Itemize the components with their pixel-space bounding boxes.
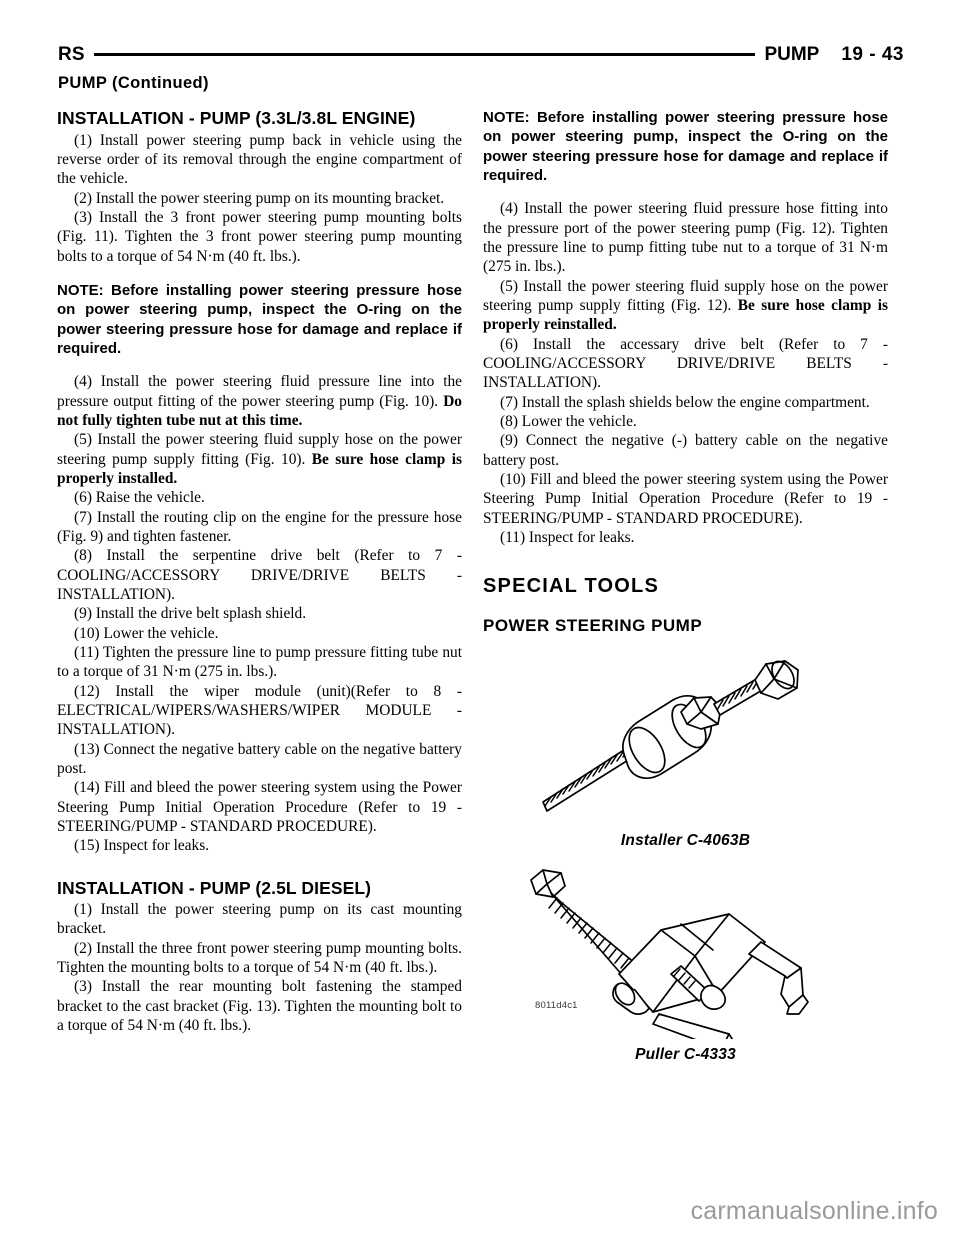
step-item: (1) Install power steering pump back in vehicle using the reverse order of its removal through the engine compartment of the vehicle. bbox=[57, 131, 462, 188]
step-item: (10) Fill and bleed the power steering system using the Power Steering Pump Initial Operation Procedure (Refer to 19 - STEERING/PUMP - STANDARD PROCEDURE). bbox=[483, 470, 888, 527]
step-item: (7) Install the routing clip on the engine for the pressure hose (Fig. 9) and tighten fastener. bbox=[57, 508, 462, 545]
header-page-number: 19 - 43 bbox=[841, 44, 904, 65]
left-column bbox=[57, 108, 462, 1035]
heading-installation-diesel: INSTALLATION - PUMP (2.5L DIESEL) bbox=[57, 877, 372, 898]
figure-caption: Puller C-4333 bbox=[635, 1046, 736, 1064]
step-item bbox=[57, 372, 462, 430]
note-block: NOTE: Before installing power steering pressure hose on power steering pump, inspect the O-ring on the power steering pressure hose for damage and replace if required. bbox=[57, 281, 462, 357]
header-section-and-page bbox=[764, 44, 904, 66]
header-section-title: PUMP bbox=[764, 44, 820, 65]
figure-puller bbox=[483, 864, 888, 1064]
note-block: NOTE: Before installing power steering pressure hose on power steering pump, inspect the O-ring on the power steering pressure hose for damage and replace if required. bbox=[483, 109, 888, 185]
step-item: (8) Lower the vehicle. bbox=[500, 412, 637, 430]
step-item: (2) Install the three front power steering pump mounting bolts. Tighten the mounting bolts to a torque of 54 N·m (40 ft. lbs.). bbox=[57, 939, 462, 977]
step-emphasis: Do not fully tighten tube nut at this time. bbox=[57, 392, 462, 429]
step-item: (9) Install the drive belt splash shield. bbox=[74, 605, 307, 623]
section-continued-label: PUMP (Continued) bbox=[58, 74, 209, 92]
step-item: (13) Connect the negative battery cable on the negative battery post. bbox=[57, 740, 462, 777]
step-item: (3) Install the rear mounting bolt fastening the stamped bracket to the cast bracket (Fig. 13). Tighten the mounting bolt to a torque of 54 N·m (40 ft. lbs.). bbox=[57, 978, 462, 1035]
step-item: (12) Install the wiper module (unit)(Refer to 8 - ELECTRICAL/WIPERS/WASHERS/WIPER MODULE - INSTALLATION). bbox=[57, 682, 462, 739]
step-item: (10) Lower the vehicle. bbox=[74, 624, 219, 642]
page-header bbox=[58, 42, 904, 68]
site-watermark: carmanualsonline.info bbox=[690, 1197, 938, 1225]
step-item: (14) Fill and bleed the power steering system using the Power Steering Pump Initial Operation Procedure (Refer to 19 - STEERING/PUMP - STANDARD PROCEDURE). bbox=[57, 779, 462, 835]
step-item: (2) Install the power steering pump on its mounting bracket. bbox=[74, 189, 445, 207]
header-manual-code: RS bbox=[58, 44, 85, 65]
step-item: (3) Install the 3 front power steering pump mounting bolts (Fig. 11). Tighten the 3 front power steering pump mounting bolts to a torque of 54 N·m (40 ft. lbs.). bbox=[57, 208, 462, 265]
figure-caption: Installer C-4063B bbox=[620, 832, 751, 850]
step-emphasis: Be sure hose clamp is properly installed. bbox=[57, 450, 462, 487]
step-text: (5) Install the power steering fluid supply hose on the power steering pump supply fitting (Fig. 12). bbox=[483, 277, 888, 315]
step-item: (1) Install the power steering pump on its cast mounting bracket. bbox=[57, 901, 462, 938]
step-item: (11) Tighten the pressure line to pump pressure fitting tube nut to a torque of 31 N·m (275 in. lbs.). bbox=[57, 643, 462, 681]
puller-tool-illustration bbox=[513, 864, 858, 1039]
step-item: (15) Inspect for leaks. bbox=[74, 837, 210, 855]
step-item: (6) Install the accessary drive belt (Refer to 7 - COOLING/ACCESSORY DRIVE/DRIVE BELTS - INSTALLATION). bbox=[483, 335, 888, 392]
step-emphasis: Be sure hose clamp is properly reinstalled. bbox=[483, 297, 888, 334]
step-item: (9) Connect the negative (-) battery cable on the negative battery post. bbox=[483, 432, 888, 469]
heading-power-steering-pump: POWER STEERING PUMP bbox=[483, 616, 703, 636]
right-column bbox=[483, 108, 888, 1064]
step-text: (4) Install the power steering fluid pressure line into the pressure output fitting of the power steering pump (Fig. 10). bbox=[57, 373, 462, 410]
step-item: (7) Install the splash shields below the engine compartment. bbox=[500, 393, 870, 411]
header-rule bbox=[94, 53, 756, 56]
step-item: (11) Inspect for leaks. bbox=[500, 528, 635, 546]
step-item: (8) Install the serpentine drive belt (Refer to 7 - COOLING/ACCESSORY DRIVE/DRIVE BELTS - INSTALLATION). bbox=[57, 547, 462, 603]
step-text: (5) Install the power steering fluid supply hose on the power steering pump supply fitting (Fig. 10). bbox=[57, 431, 462, 468]
installer-tool-illustration bbox=[521, 650, 851, 825]
heading-installation-gasoline: INSTALLATION - PUMP (3.3L/3.8L ENGINE) bbox=[57, 108, 416, 128]
figure-id-label: 8011d4c1 bbox=[535, 1000, 578, 1012]
step-item bbox=[57, 430, 462, 488]
heading-special-tools: SPECIAL TOOLS bbox=[483, 575, 660, 598]
step-item: (6) Raise the vehicle. bbox=[74, 489, 205, 507]
step-item: (4) Install the power steering fluid pressure hose fitting into the pressure port of the power steering pump (Fig. 12). Tighten the pressure line to pump fitting tube nut to a torque of 31 N·m (275 in. lbs.). bbox=[483, 200, 888, 276]
figure-installer bbox=[483, 650, 888, 850]
step-item bbox=[483, 277, 888, 335]
